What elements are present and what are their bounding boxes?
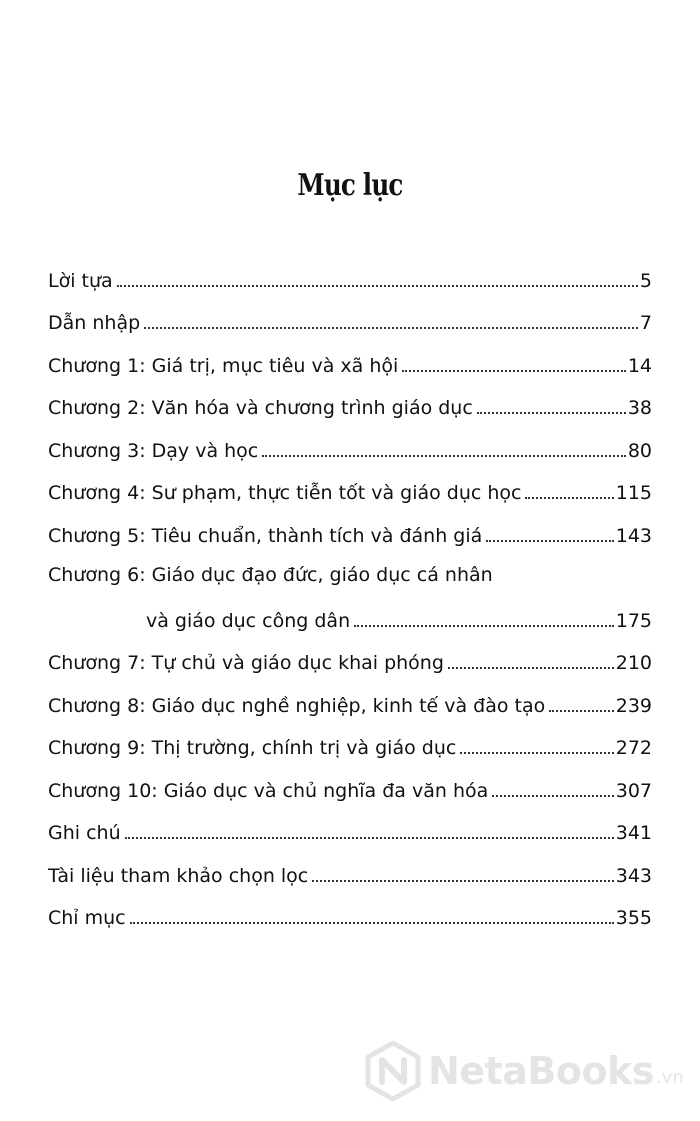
toc-page-number: 210 xyxy=(615,652,652,674)
toc-entry-ghi-chu[interactable] xyxy=(48,809,652,852)
toc-leader-dots xyxy=(492,766,613,809)
toc-entry-chapter-7[interactable] xyxy=(48,639,652,682)
toc-leader-dots xyxy=(354,596,614,639)
toc-page-number: 355 xyxy=(615,907,652,929)
toc-leader-dots xyxy=(477,384,626,427)
toc-entry-loi-tua[interactable] xyxy=(48,256,652,299)
toc-entry-chapter-10[interactable] xyxy=(48,766,652,809)
toc-entry-label: Chương 8: Giáo dục nghề nghiệp, kinh tế và đào tạo xyxy=(48,694,546,717)
toc-entry-label: Chương 9: Thị trường, chính trị và giáo dục xyxy=(48,737,457,759)
toc-page-number: 272 xyxy=(615,737,652,759)
toc-leader-dots xyxy=(125,809,614,852)
toc-entry-label: Chương 10: Giáo dục và chủ nghĩa đa văn hóa xyxy=(48,779,489,802)
toc-entry-chapter-4[interactable] xyxy=(48,469,652,512)
toc-leader-dots xyxy=(262,426,626,469)
watermark-suffix: .vn xyxy=(655,1067,684,1088)
toc-leader-dots xyxy=(448,639,614,682)
toc-entry-chapter-9[interactable] xyxy=(48,724,652,767)
toc-page-number: 307 xyxy=(615,779,652,802)
toc-entry-label: Dẫn nhập xyxy=(48,312,141,334)
toc-entry-label: Lời tựa xyxy=(48,269,113,292)
toc-entry-label: Chỉ mục xyxy=(48,907,126,929)
page-title: Mục lục xyxy=(297,168,403,203)
toc-page-number: 175 xyxy=(615,609,652,632)
toc-entry-chapter-1[interactable] xyxy=(48,341,652,384)
toc-page-number: 143 xyxy=(615,524,652,547)
watermark-brand: NetaBooks xyxy=(428,1049,654,1093)
toc-entry-label: Chương 2: Văn hóa và chương trình giáo dục xyxy=(48,397,473,419)
toc-page-number: 14 xyxy=(627,354,652,377)
toc-entry-label: Chương 3: Dạy và học xyxy=(48,439,259,462)
toc-leader-dots xyxy=(402,341,626,384)
toc-entry-chapter-6[interactable] xyxy=(48,554,652,597)
toc-entry-label: Chương 4: Sư phạm, thực tiễn tốt và giáo dục học xyxy=(48,482,522,504)
toc-entry-chapter-3[interactable] xyxy=(48,426,652,469)
toc-entry-dan-nhap[interactable] xyxy=(48,299,652,342)
toc-page-number: 341 xyxy=(615,822,652,844)
toc-entry-label: Chương 5: Tiêu chuẩn, thành tích và đánh giá xyxy=(48,524,483,547)
toc-entry-label: Ghi chú xyxy=(48,822,121,844)
toc-leader-dots xyxy=(460,724,613,767)
toc-entry-chapter-8[interactable] xyxy=(48,681,652,724)
toc-entry-label: Chương 1: Giá trị, mục tiêu và xã hội xyxy=(48,354,399,377)
toc-page-number: 343 xyxy=(615,864,652,887)
toc-page-number: 5 xyxy=(639,269,652,292)
toc-entry-chi-muc[interactable] xyxy=(48,894,652,937)
toc-entry-label: Tài liệu tham khảo chọn lọc xyxy=(48,864,309,887)
toc-entry-chapter-6-continued[interactable] xyxy=(48,596,652,639)
toc-leader-dots xyxy=(117,256,638,299)
watermark xyxy=(362,1040,684,1102)
toc-page-number: 115 xyxy=(615,482,652,504)
toc-leader-dots xyxy=(130,894,614,937)
netabooks-logo-icon xyxy=(362,1040,424,1102)
toc-entry-label: Chương 7: Tự chủ và giáo dục khai phóng xyxy=(48,652,444,674)
table-of-contents xyxy=(48,256,652,936)
toc-page-number: 38 xyxy=(627,397,652,419)
toc-page-number: 80 xyxy=(627,439,652,462)
toc-leader-dots xyxy=(549,681,613,724)
toc-leader-dots xyxy=(144,299,638,342)
toc-leader-dots xyxy=(525,469,613,512)
toc-page-number: 239 xyxy=(615,694,652,717)
toc-page-number: 7 xyxy=(639,312,652,334)
toc-entry-tai-lieu-tham-khao[interactable] xyxy=(48,851,652,894)
toc-leader-dots xyxy=(486,511,613,554)
toc-entry-chapter-2[interactable] xyxy=(48,384,652,427)
toc-leader-dots xyxy=(312,851,613,894)
toc-entry-label: Chương 6: Giáo dục đạo đức, giáo dục cá nhân xyxy=(48,563,493,586)
toc-entry-label: và giáo dục công dân xyxy=(146,609,351,632)
toc-entry-chapter-5[interactable] xyxy=(48,511,652,554)
